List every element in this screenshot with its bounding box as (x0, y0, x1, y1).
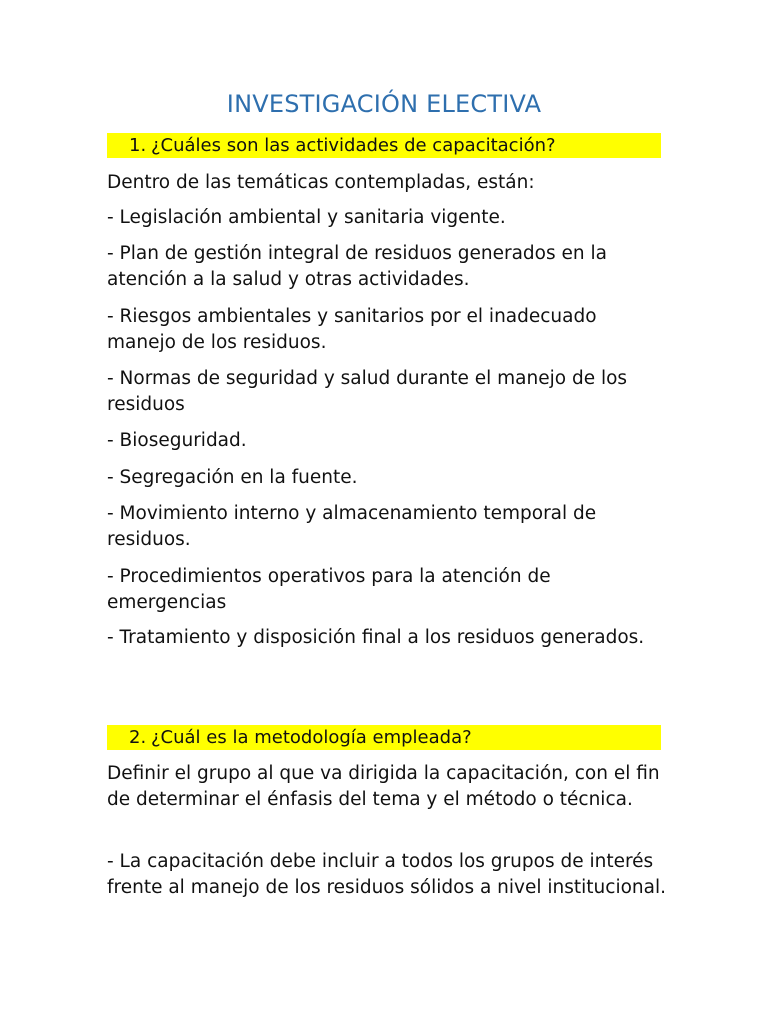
section-1-item: - Procedimientos operativos para la atención de emergencias (107, 566, 551, 613)
question-1-number: 1. (129, 135, 147, 156)
section-1-item: - Movimiento interno y almacenamiento temporal de residuos. (107, 503, 597, 550)
section-1-item: - Plan de gestión integral de residuos generados en la atención a la salud y otras actividades. (107, 243, 607, 290)
section-1-item: - Segregación en la fuente. (107, 467, 358, 488)
section-2-item: - La capacitación debe incluir a todos los grupos de interés frente al manejo de los residuos sólidos a nivel institucional. (107, 851, 666, 898)
question-2-number: 2. (129, 727, 147, 748)
section-1-item: - Normas de seguridad y salud durante el manejo de los residuos (107, 368, 628, 415)
section-2-intro: Definir el grupo al que va dirigida la capacitación, con el fin de determinar el énfasis del tema y el método o técnica. (107, 763, 660, 810)
section-1-item: - Bioseguridad. (107, 430, 247, 451)
question-2-heading (107, 725, 661, 750)
section-1-item: - Tratamiento y disposición final a los residuos generados. (107, 627, 645, 648)
question-1-text: ¿Cuáles son las actividades de capacitación? (151, 135, 556, 156)
document-title: INVESTIGACIÓN ELECTIVA (226, 90, 542, 118)
question-1-heading (107, 133, 661, 158)
section-1-item: - Legislación ambiental y sanitaria vigente. (107, 207, 506, 228)
section-1-item: - Riesgos ambientales y sanitarios por el inadecuado manejo de los residuos. (107, 306, 597, 353)
question-2-text: ¿Cuál es la metodología empleada? (151, 727, 472, 748)
section-1-intro: Dentro de las temáticas contempladas, están: (107, 172, 535, 193)
